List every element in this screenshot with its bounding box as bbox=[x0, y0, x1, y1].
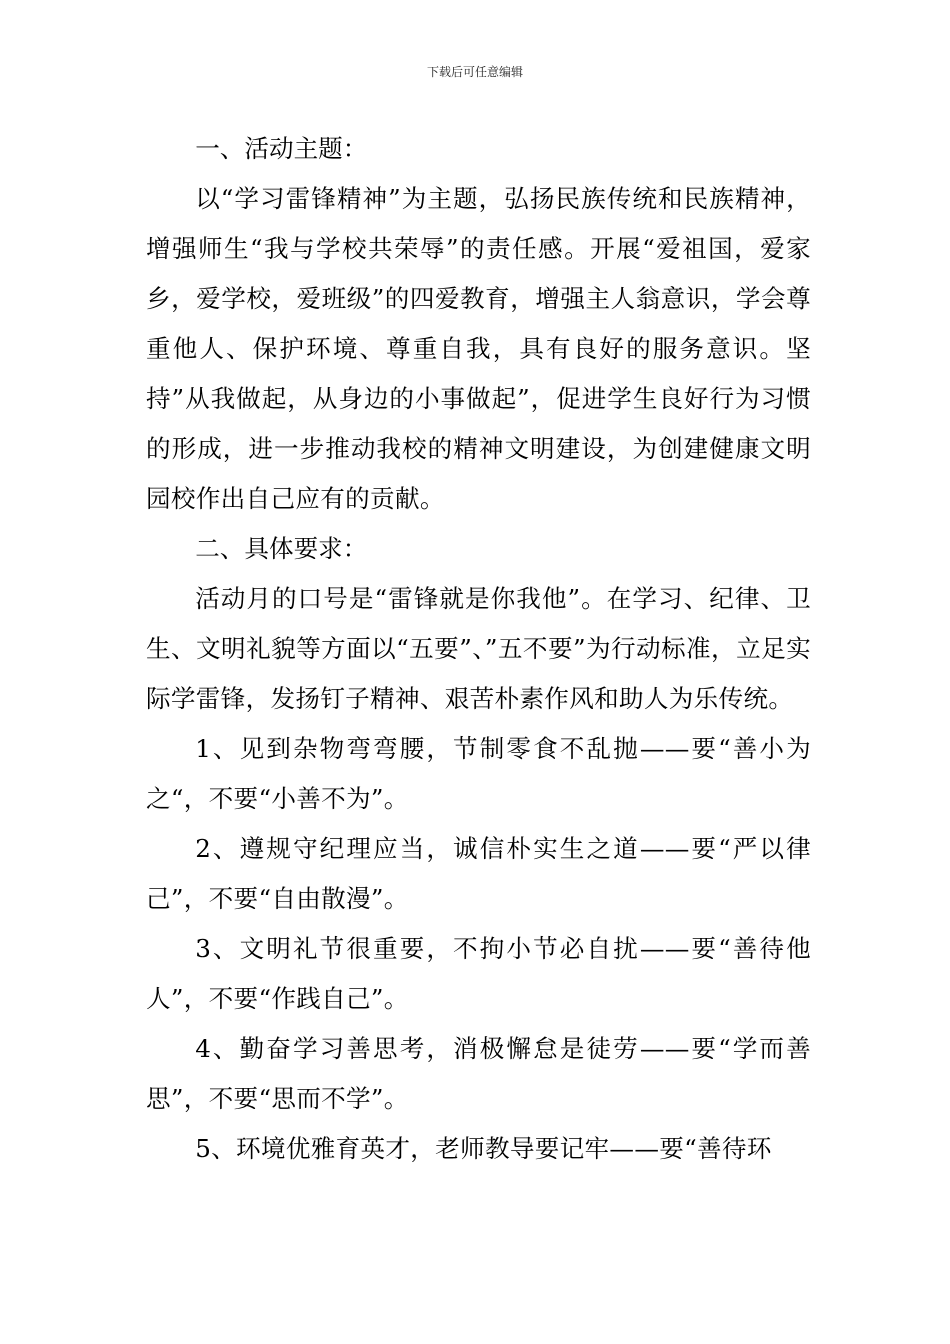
paragraph-theme: 以“学习雷锋精神”为主题，弘扬民族传统和民族精神，增强师生“我与学校共荣辱”的责任感。开展“爱祖国，爱家乡，爱学校，爱班级”的四爱教育，增强主人翁意识，学会尊重他人、保护环境、尊重自我，具有良好的服务意识。坚持”从我做起，从身边的小事做起”，促进学生良好行为习惯的形成，进一步推动我校的精神文明建设，为创建健康文明园校作出自己应有的贡献。 bbox=[146, 184, 811, 513]
list-item-2: 2、遵规守纪理应当，诚信朴实生之道——要“严以律己”，不要“自由散漫”。 bbox=[146, 834, 811, 913]
section-heading-requirements: 二、具体要求： bbox=[195, 534, 368, 563]
list-item-4: 4、勤奋学习善思考，消极懈怠是徒劳——要“学而善思”，不要“思而不学”。 bbox=[146, 1034, 811, 1113]
document-body bbox=[146, 124, 811, 1174]
list-item-1: 1、见到杂物弯弯腰，节制零食不乱抛——要“善小为之“，不要“小善不为”。 bbox=[146, 734, 811, 813]
list-item-3: 3、文明礼节很重要，不拘小节必自扰——要“善待他人”，不要“作践自己”。 bbox=[146, 934, 811, 1013]
section-heading-theme: 一、活动主题： bbox=[195, 134, 368, 163]
list-item-5: 5、环境优雅育英才，老师教导要记牢——要“善待环 bbox=[195, 1134, 772, 1163]
paragraph-requirements: 活动月的口号是“雷锋就是你我他”。在学习、纪律、卫生、文明礼貌等方面以“五要”、”五不要”为行动标准，立足实际学雷锋，发扬钉子精神、艰苦朴素作风和助人为乐传统。 bbox=[146, 584, 811, 713]
page-header: 下载后可任意编辑 bbox=[426, 65, 523, 79]
